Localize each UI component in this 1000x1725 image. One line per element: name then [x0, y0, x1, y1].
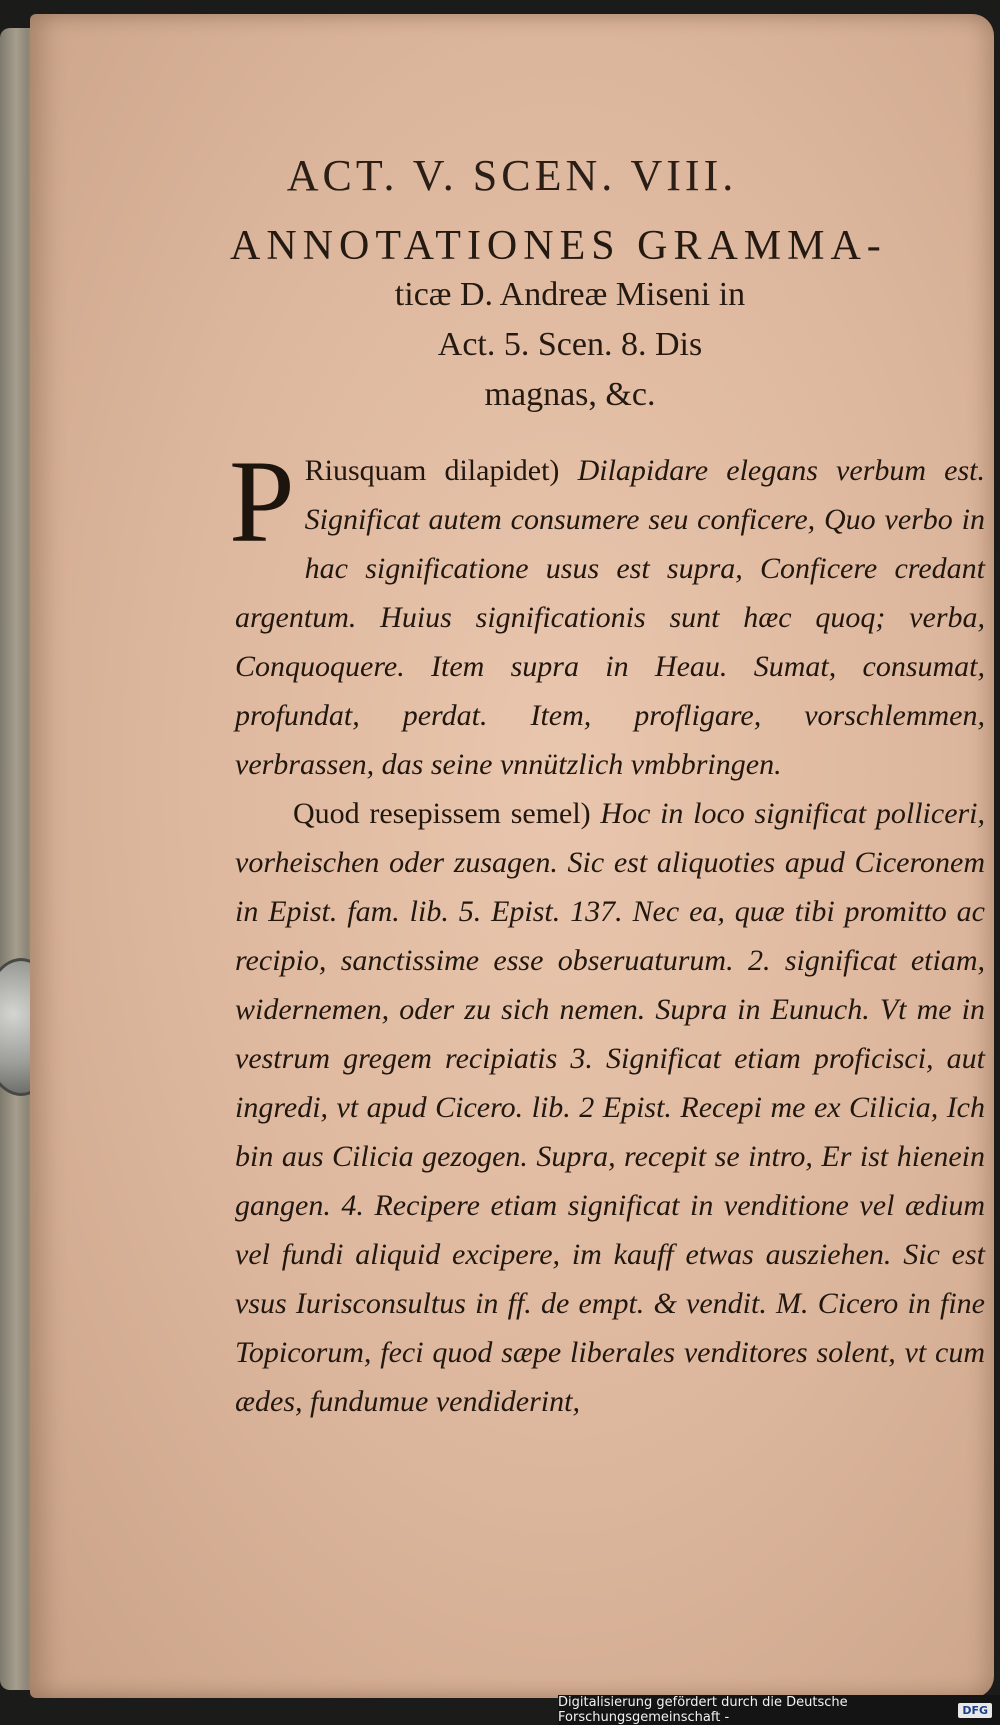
paragraph-2-text: Hoc in loco significat polliceri, vorheischen oder zusagen. Sic est aliquoties apud Ciceronem in Epist. fam. lib. 5. Epist. 137. Nec ea, quæ tibi promitto ac recipio, sanctissime esse obseruaturum. 2. significat etiam, widernemen, oder zu sich nemen. Supra in Eunuch. Vt me in vestrum gregem recipiatis 3. Significat etiam proficisci, aut ingredi, vt apud Cicero. lib. 2 Epist. Recepi me ex Cilicia, Ich bin aus Cilicia gezogen. Supra, recepit se intro, Er ist hienein gangen. 4. Recipere etiam significat in venditione vel ædium vel fundi aliquid excipere, im kauff etwas ausziehen. Sic est vsus Iurisconsultus in ff. de empt. & vendit. M. Cicero in fine Topicorum, feci quod sæpe liberales venditores solent, vt cum ædes, fundumue vendiderint,: [235, 797, 986, 1418]
footer-credit: Digitalisierung gefördert durch die Deutsche Forschungsgemeinschaft -: [558, 1695, 848, 1725]
book-page: [30, 14, 994, 1698]
section-title: [230, 222, 970, 420]
paragraph-1: [229, 436, 986, 789]
lemma-1: Riusquam dilapidet): [304, 454, 560, 487]
paragraph-1-text: Dilapidare elegans verbum est. Significat autem consumere seu conficere, Quo verbo in hac significatione usus est supra, Conficere credant argentum. Huius significationis sunt hæc quoq; verba, Conquoquere. Item supra in Heau. Sumat, consumat, profundat, perdat. Item, profligare, vorschlemmen, verbrassen, das seine vnnützlich vmbbringen.: [235, 454, 986, 781]
title-line-1: ANNOTATIONES GRAMMA-: [230, 223, 887, 269]
lemma-2: Quod resepissem semel): [293, 797, 591, 830]
paragraph-2: [235, 789, 985, 1426]
drop-cap: P: [229, 436, 295, 567]
dfg-logo-icon: DFG: [958, 1703, 992, 1718]
annotation-body: [229, 436, 986, 1426]
title-line-2: ticæ D. Andreæ Miseni in: [394, 276, 746, 313]
title-line-4: magnas, &c.: [484, 376, 656, 413]
title-line-3: Act. 5. Scen. 8. Dis: [437, 326, 703, 363]
running-head: ACT. V. SCEN. VIII.: [286, 151, 738, 200]
digitization-footer: [558, 1695, 1000, 1725]
